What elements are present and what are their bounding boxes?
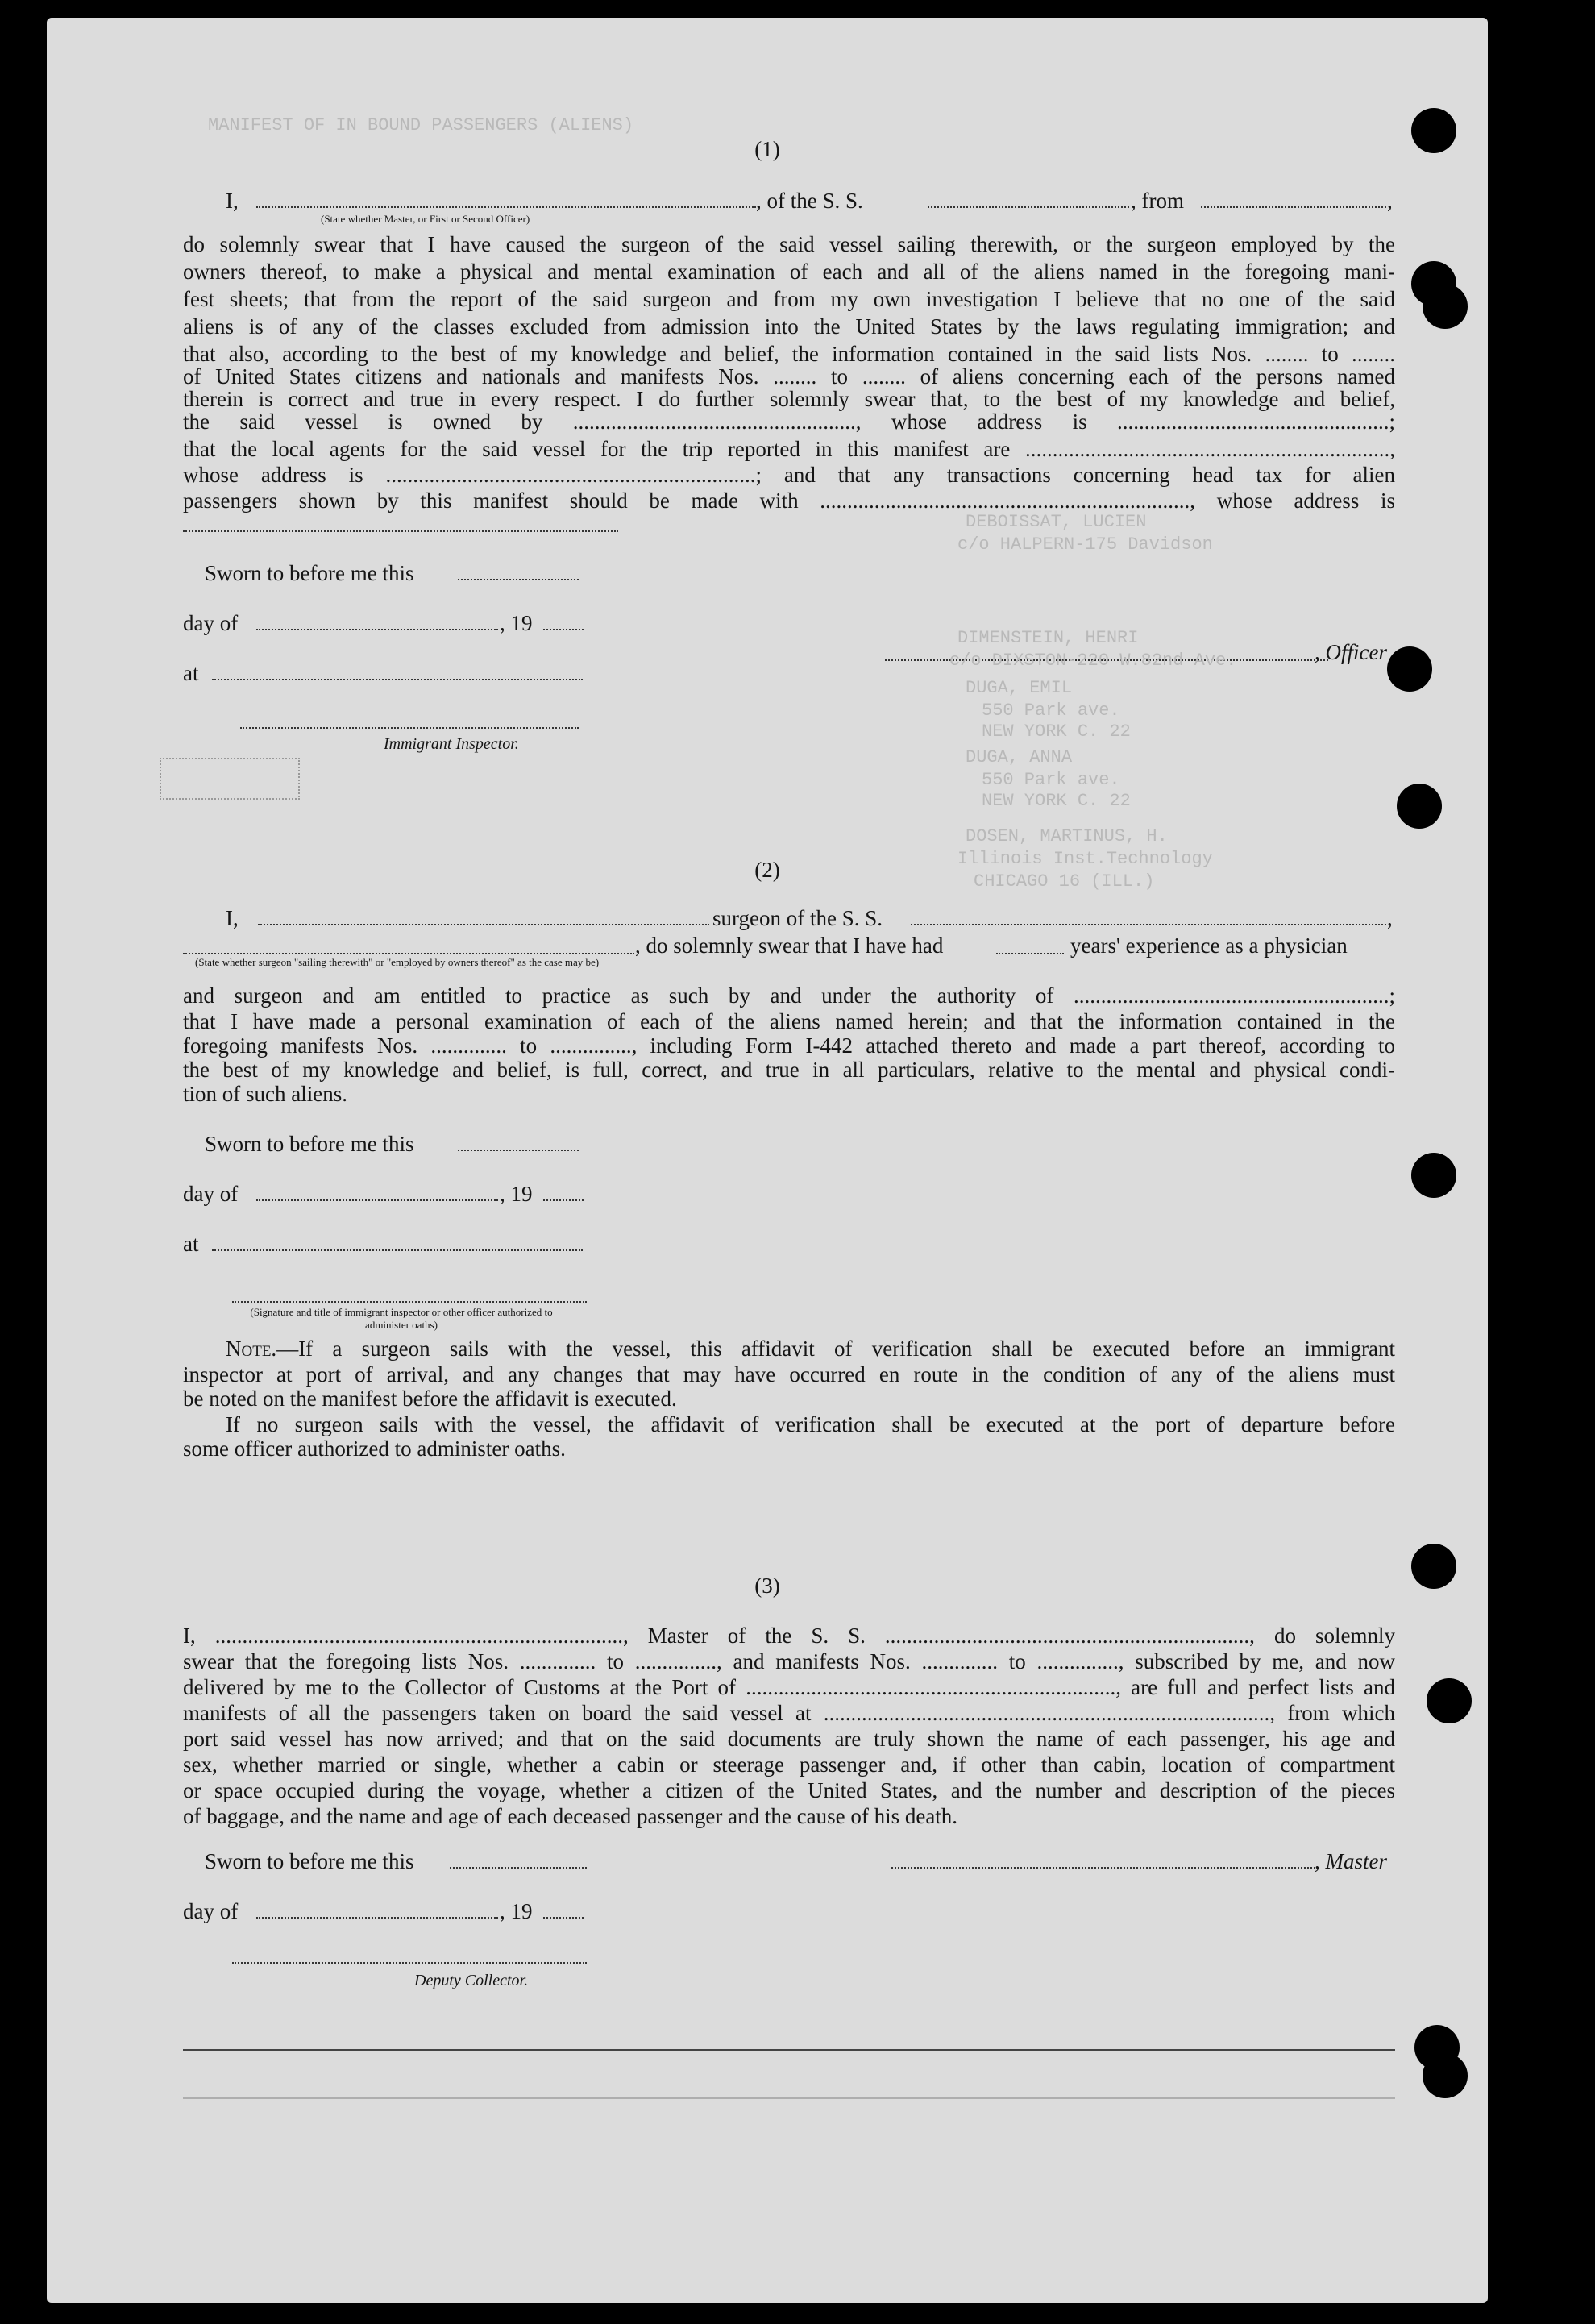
s3-body-line: I, ..........................................................................., Master of the S. S. ..................................................................., do solemnly: [183, 1623, 1395, 1648]
s3-body-line: or space occupied during the voyage, whether a citizen of the United States, and the number and description of the pieces: [183, 1778, 1395, 1802]
s2-body-line: foregoing manifests Nos. .............. to ..............., including Form I-442 attached thereto and made a part thereof, according to: [183, 1033, 1395, 1058]
s1-body-line: that also, according to the best of my knowledge and belief, the information contained in the said lists Nos. ........ to ........: [183, 342, 1395, 366]
s1-i-label: I,: [226, 189, 239, 213]
s1-day-label: day of: [183, 611, 239, 635]
s2-note-line: inspector at port of arrival, and any changes that may have occurred en route in the condition of any of the aliens must: [183, 1362, 1395, 1387]
s3-body-line: sex, whether married or single, whether a cabin or steerage passenger and, if other than cabin, location of compartment: [183, 1752, 1395, 1777]
s2-at-label: at: [183, 1232, 199, 1256]
s1-body-line: of United States citizens and nationals and manifests Nos. ........ to ........ of aliens concerning each of the persons named: [183, 364, 1395, 389]
s1-year-label: , 19: [500, 611, 533, 635]
s2-sworn-date-field[interactable]: [458, 1150, 579, 1151]
bottom-rule: [183, 2097, 1395, 2099]
s1-body-line: whose address is ....................................................................; and that any transactions concerning head tax for alien: [183, 463, 1395, 487]
s1-from-label: , from: [1131, 189, 1184, 213]
form-page: [47, 18, 1488, 2303]
bleed-through-line: DOSEN, MARTINUS, H.: [966, 826, 1168, 846]
s1-at-label: at: [183, 661, 199, 685]
punch-hole: [1427, 1678, 1472, 1723]
s3-body-line: port said vessel has now arrived; and that on the said documents are truly shown the name of each passenger, his age and: [183, 1727, 1395, 1751]
bleed-through-line: NEW YORK C. 22: [982, 791, 1131, 811]
s2-surgeon-name-field[interactable]: [258, 924, 709, 925]
bleed-through-line: NEW YORK C. 22: [982, 721, 1131, 742]
section-2-number: (2): [754, 858, 780, 882]
bleed-through-line: 550 Park ave.: [982, 701, 1120, 721]
bleed-through-line: DUGA, EMIL: [966, 678, 1073, 698]
punch-hole: [1423, 2053, 1468, 2098]
s1-year-field[interactable]: [543, 629, 584, 630]
s1-inspector-signature-field[interactable]: [240, 727, 579, 729]
s1-vessel-field[interactable]: [928, 206, 1129, 208]
bleed-through-line: c/o HALPERN-175 Davidson: [957, 534, 1213, 555]
s3-day-label: day of: [183, 1899, 239, 1923]
s3-body-line: delivered by me to the Collector of Customs at the Port of ...................................................................., are full and perfect lists and: [183, 1675, 1395, 1699]
faint-stamp: [160, 758, 300, 800]
s1-caption: (State whether Master, or First or Second Officer): [321, 213, 530, 225]
s2-signature-caption: (Signature and title of immigrant inspector or other officer authorized to administer oaths): [250, 1306, 553, 1331]
s1-officer-label: , Officer: [1315, 640, 1387, 664]
s2-years-field[interactable]: [996, 953, 1064, 954]
s1-body-line: the said vessel is owned by ...................................................., whose address is ..................................................;: [183, 410, 1395, 434]
s3-body-line: manifests of all the passengers taken on board the said vessel at .................................................................................., from which: [183, 1701, 1395, 1725]
s1-day-field[interactable]: [256, 629, 498, 630]
bottom-rule: [183, 2049, 1395, 2051]
bleed-through-line: DUGA, ANNA: [966, 747, 1073, 767]
s3-body-line: of baggage, and the name and age of each deceased passenger and the cause of his death.: [183, 1804, 958, 1828]
s3-sworn-date-field[interactable]: [450, 1867, 587, 1869]
s1-body-line: that the local agents for the said vessel for the trip reported in this manifest are ...................................................................,: [183, 437, 1395, 461]
s2-vessel-field[interactable]: [911, 924, 1386, 925]
bleed-through-header: MANIFEST OF IN BOUND PASSENGERS (ALIENS): [208, 115, 634, 135]
punch-hole: [1423, 284, 1468, 329]
s2-surgeon-status-field[interactable]: [183, 953, 634, 954]
note-label: Note.: [226, 1337, 277, 1361]
s3-sworn-label: Sworn to before me this: [205, 1849, 414, 1873]
s3-master-label: , Master: [1315, 1849, 1387, 1873]
s2-at-field[interactable]: [212, 1249, 583, 1251]
s2-body-line: that I have made a personal examination of each of the aliens named herein; and that the information contained in the: [183, 1009, 1395, 1033]
s2-day-label: day of: [183, 1182, 239, 1206]
s2-note-line: [226, 1335, 1395, 1362]
s2-year-label: , 19: [500, 1182, 533, 1206]
punch-hole: [1411, 1153, 1456, 1198]
s1-body-line: therein is correct and true in every respect. I do further solemnly swear that, to the best of my knowledge and belief,: [183, 387, 1395, 411]
s1-body-line: owners thereof, to make a physical and mental examination of each and all of the aliens named in the foregoing mani-: [183, 260, 1395, 284]
s1-at-field[interactable]: [212, 679, 583, 680]
s2-body-line: and surgeon and am entitled to practice as such by and under the authority of ..........................................................;: [183, 983, 1395, 1008]
s1-sworn-date-field[interactable]: [458, 579, 579, 580]
s3-body-line: swear that the foregoing lists Nos. .............. to ..............., and manifests Nos. .............. to ..............., subscribed by me, and now: [183, 1649, 1395, 1673]
s1-address-field[interactable]: [183, 530, 618, 532]
s2-swear-label: , do solemnly swear that I have had: [635, 933, 944, 958]
s1-ss-label: , of the S. S.: [756, 189, 863, 213]
s2-note2-line: If no surgeon sails with the vessel, the affidavit of verification shall be executed at the port of departure before: [226, 1412, 1395, 1436]
bleed-through-line: c/o DIXSTON-220 W.82nd Ave.: [949, 651, 1237, 671]
s2-day-field[interactable]: [256, 1199, 498, 1201]
s1-officer-title-field[interactable]: [256, 206, 756, 208]
s2-body-line: the best of my knowledge and belief, is full, correct, and true in all particulars, relative to the mental and physical condi-: [183, 1058, 1395, 1082]
s1-sworn-label: Sworn to before me this: [205, 561, 414, 585]
bleed-through-line: DEBOISSAT, LUCIEN: [966, 512, 1147, 532]
punch-hole: [1387, 646, 1432, 692]
punch-hole: [1397, 784, 1442, 829]
s1-body-line: passengers shown by this manifest should be made with ...................................................................., whose address is: [183, 488, 1395, 513]
section-3-number: (3): [754, 1574, 780, 1598]
bleed-through-line: 550 Park ave.: [982, 770, 1120, 790]
s1-body-line: do solemnly swear that I have caused the surgeon of the said vessel sailing therewith, or the surgeon employed by the: [183, 232, 1395, 256]
s2-sworn-label: Sworn to before me this: [205, 1132, 414, 1156]
s3-year-field[interactable]: [543, 1917, 584, 1919]
s2-years-label: years' experience as a physician: [1070, 933, 1348, 958]
s2-inspector-signature-field[interactable]: [232, 1301, 587, 1303]
s2-body-line: tion of such aliens.: [183, 1082, 347, 1106]
s3-master-signature-field[interactable]: [891, 1867, 1319, 1869]
note-text: —If a surgeon sails with the vessel, this affidavit of verification shall be executed before an immigrant: [276, 1337, 1395, 1361]
s3-collector-signature-field[interactable]: [232, 1962, 587, 1964]
s3-collector-label: Deputy Collector.: [414, 1972, 529, 1989]
s2-note2-line: some officer authorized to administer oaths.: [183, 1436, 566, 1461]
bleed-through-line: Illinois Inst.Technology: [957, 849, 1213, 869]
s1-inspector-label: Immigrant Inspector.: [384, 735, 519, 753]
s3-day-field[interactable]: [256, 1917, 498, 1919]
s1-port-field[interactable]: [1201, 206, 1386, 208]
s2-comma: ,: [1387, 906, 1393, 930]
s1-comma: ,: [1387, 189, 1393, 213]
s1-body-line: fest sheets; that from the report of the said surgeon and from my own investigation I believe that no one of the said: [183, 287, 1395, 311]
s3-year-label: , 19: [500, 1899, 533, 1923]
s2-year-field[interactable]: [543, 1199, 584, 1201]
s2-note-line: be noted on the manifest before the affidavit is executed.: [183, 1387, 677, 1411]
bleed-through-line: CHICAGO 16 (ILL.): [974, 871, 1155, 892]
section-1-number: (1): [754, 137, 780, 161]
s1-body-line: aliens is of any of the classes excluded from admission into the United States by the laws regulating immigration; and: [183, 314, 1395, 339]
s2-caption: (State whether surgeon "sailing therewith" or "employed by owners thereof" as the case may be): [195, 956, 600, 968]
s2-i-label: I,: [226, 906, 239, 930]
s2-ss-label: surgeon of the S. S.: [712, 906, 883, 930]
bleed-through-line: DIMENSTEIN, HENRI: [957, 628, 1139, 648]
